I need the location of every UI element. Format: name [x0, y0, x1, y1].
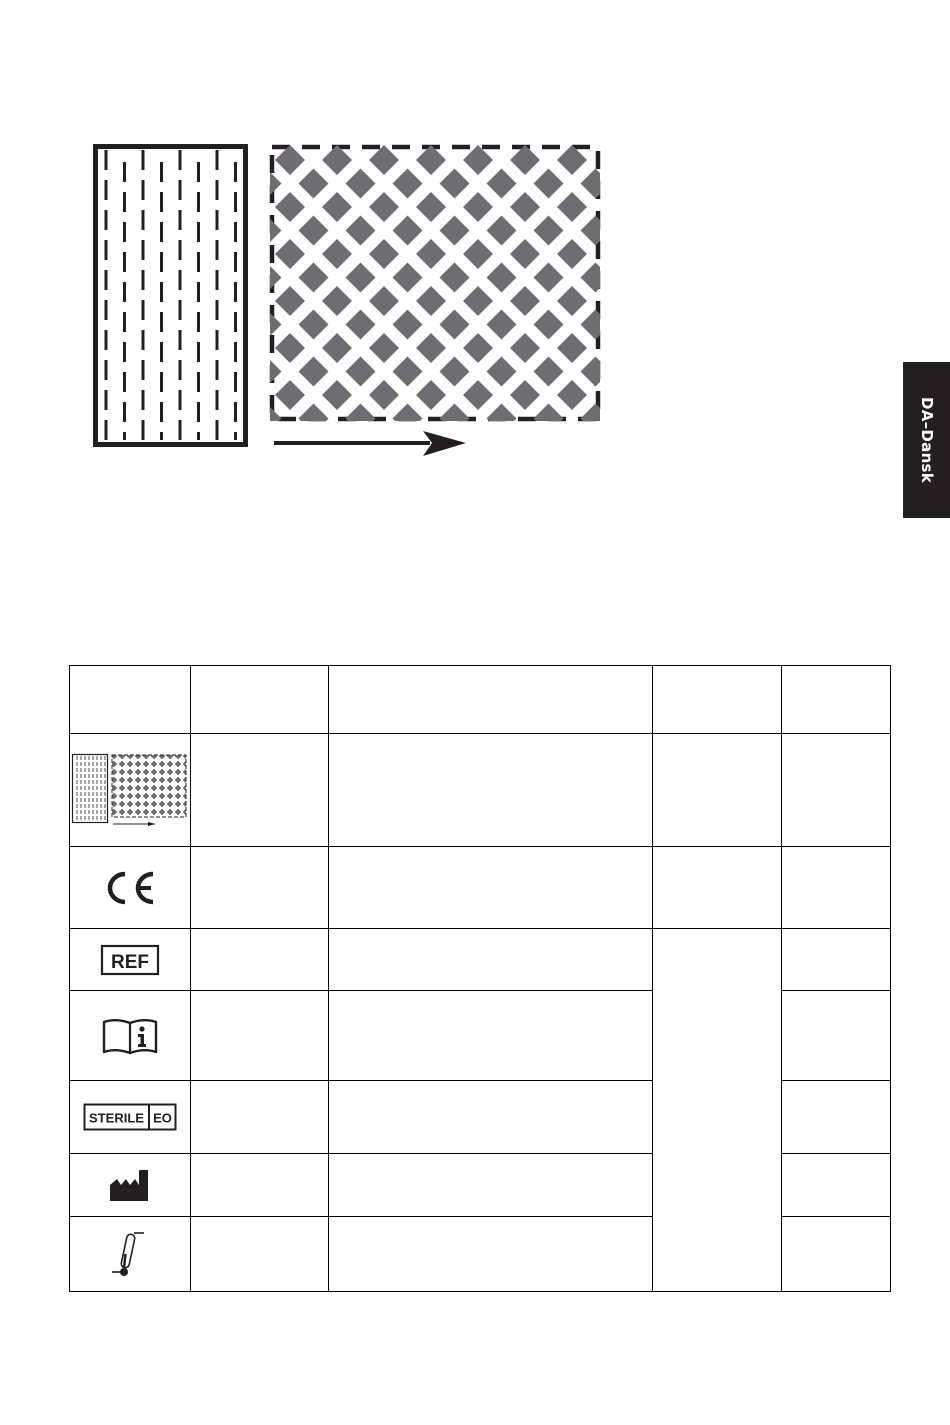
mesh-diamond [534, 169, 564, 199]
table-row [70, 734, 891, 847]
table-cell [782, 1081, 891, 1154]
header-cell [329, 666, 653, 734]
table-cell [329, 847, 653, 929]
table-cell [191, 1217, 329, 1292]
mesh-diamond [581, 357, 611, 387]
symbol-cell [70, 1217, 191, 1292]
mesh-diamond [557, 380, 587, 410]
table-cell [782, 929, 891, 991]
table-header-row [70, 666, 891, 734]
mesh-diamond [487, 310, 517, 340]
table-cell [329, 734, 653, 847]
mesh-expanded-icon [228, 145, 634, 434]
mesh-diamond [393, 404, 423, 434]
mesh-diamond [252, 404, 282, 434]
mesh-diamond [557, 286, 587, 316]
mesh-diamond [322, 380, 352, 410]
mesh-diamond [463, 333, 493, 363]
table-cell [782, 991, 891, 1081]
mesh-diamond [322, 239, 352, 269]
mesh-diamond [275, 145, 305, 175]
mesh-diamond [581, 404, 611, 434]
mesh-diamond [299, 404, 329, 434]
mesh-diamond [252, 216, 282, 246]
stretch-direction-arrow-icon [274, 431, 466, 456]
mesh-diamond [604, 192, 634, 222]
language-tab [903, 362, 950, 518]
symbol-cell [70, 847, 191, 929]
sterile-text: STERILE [89, 1110, 144, 1126]
mesh-diamond [393, 263, 423, 293]
mesh-diamond [440, 169, 470, 199]
mesh-diamond [534, 263, 564, 293]
table-cell-merged [653, 929, 782, 1292]
mesh-diamond [510, 145, 540, 175]
mesh-diamond [322, 333, 352, 363]
table-cell [191, 847, 329, 929]
mesh-stretch-icon [70, 752, 188, 828]
mesh-diamond [487, 216, 517, 246]
mesh-diamond [557, 333, 587, 363]
mesh-diamond [487, 404, 517, 434]
mesh-diamond [581, 216, 611, 246]
table-row [70, 847, 891, 929]
mesh-diamond [440, 216, 470, 246]
symbol-cell [70, 1154, 191, 1217]
mesh-diamond [369, 380, 399, 410]
mesh-diamond [369, 145, 399, 175]
symbol-cell [70, 929, 191, 991]
ref-icon-text: REF [111, 951, 149, 973]
ce-mark-icon [102, 870, 158, 906]
table-cell [191, 734, 329, 847]
mesh-diamond [581, 310, 611, 340]
mesh-diamond [393, 357, 423, 387]
mesh-diamond [252, 310, 282, 340]
header-cell [653, 666, 782, 734]
mesh-diamond [510, 286, 540, 316]
mesh-diamond [463, 380, 493, 410]
mesh-diamond [510, 380, 540, 410]
mesh-diamond [346, 357, 376, 387]
table-row [70, 929, 891, 991]
mesh-diamond [393, 216, 423, 246]
mesh-diamond [510, 239, 540, 269]
mesh-diamond [510, 333, 540, 363]
mesh-diamond [369, 333, 399, 363]
table-cell [653, 847, 782, 929]
table-cell [191, 1081, 329, 1154]
mesh-diamond [252, 357, 282, 387]
mesh-diamond [604, 333, 634, 363]
symbols-table [69, 665, 891, 1292]
mesh-diamond [604, 380, 634, 410]
mesh-diamond [299, 216, 329, 246]
mesh-diamond [416, 380, 446, 410]
mesh-diamond [252, 263, 282, 293]
mesh-diamond [275, 286, 305, 316]
mesh-diamond [346, 169, 376, 199]
eo-text: EO [153, 1110, 172, 1126]
mesh-diamond [346, 404, 376, 434]
table-cell [191, 991, 329, 1081]
mesh-pleated-icon [96, 147, 246, 445]
table-cell [329, 929, 653, 991]
mesh-diamond [463, 145, 493, 175]
mesh-diamond [487, 263, 517, 293]
mesh-diamond [557, 145, 587, 175]
mesh-diamond [534, 357, 564, 387]
symbol-cell [70, 1081, 191, 1154]
mesh-diamond [275, 333, 305, 363]
symbol-cell [70, 991, 191, 1081]
mesh-diamond [346, 263, 376, 293]
ref-icon [100, 944, 160, 976]
mesh-diamond [346, 310, 376, 340]
header-cell [191, 666, 329, 734]
mesh-diamond [440, 357, 470, 387]
mesh-diamond [252, 169, 282, 199]
mesh-diamond [416, 333, 446, 363]
table-cell [782, 1217, 891, 1292]
mesh-diamond [416, 145, 446, 175]
mesh-diamond [322, 145, 352, 175]
mesh-diamond [604, 286, 634, 316]
mesh-diamond [581, 169, 611, 199]
mesh-diamond [463, 239, 493, 269]
symbol-cell [70, 734, 191, 847]
mesh-diamond [416, 239, 446, 269]
temperature-limit-icon [110, 1228, 150, 1280]
mesh-diamond [534, 404, 564, 434]
mesh-diamond [440, 263, 470, 293]
mesh-diamond [581, 263, 611, 293]
mesh-diamond [534, 216, 564, 246]
mesh-diamond [369, 239, 399, 269]
mesh-diamond [299, 169, 329, 199]
mesh-diamond [416, 192, 446, 222]
language-tab-label: DA–Dansk [917, 396, 936, 484]
sterile-eo-icon [83, 1103, 177, 1131]
table-cell [329, 1154, 653, 1217]
table-cell [329, 1217, 653, 1292]
table-cell [329, 991, 653, 1081]
mesh-diamond [299, 310, 329, 340]
mesh-diamond [393, 310, 423, 340]
mesh-illustration [0, 0, 950, 520]
instructions-for-use-icon [101, 1016, 159, 1056]
mesh-diamond [299, 357, 329, 387]
table-cell [191, 1154, 329, 1217]
mesh-diamond [604, 145, 634, 175]
mesh-diamond [463, 286, 493, 316]
table-cell [782, 734, 891, 847]
mesh-diamond [275, 239, 305, 269]
mesh-diamond [604, 239, 634, 269]
header-cell [782, 666, 891, 734]
mesh-diamond [416, 286, 446, 316]
mesh-diamond [557, 239, 587, 269]
table-cell [653, 734, 782, 847]
mesh-diamond [557, 192, 587, 222]
mesh-diamond [369, 286, 399, 316]
mesh-diamond [510, 192, 540, 222]
mesh-diamond [299, 263, 329, 293]
mesh-diamond [322, 192, 352, 222]
mesh-diamond [275, 380, 305, 410]
mesh-diamond [440, 404, 470, 434]
mesh-diamond [393, 169, 423, 199]
mesh-diamond [369, 192, 399, 222]
mesh-diamond [487, 357, 517, 387]
mesh-diamond [346, 216, 376, 246]
table-cell [782, 1154, 891, 1217]
manufacturer-icon [108, 1167, 152, 1203]
header-cell [70, 666, 191, 734]
mesh-diamond [534, 310, 564, 340]
mesh-diamond [463, 192, 493, 222]
mesh-diamond [487, 169, 517, 199]
mesh-diamond [275, 192, 305, 222]
table-cell [782, 847, 891, 929]
mesh-diamond [322, 286, 352, 316]
table-cell [191, 929, 329, 991]
mesh-diamond [440, 310, 470, 340]
table-cell [329, 1081, 653, 1154]
